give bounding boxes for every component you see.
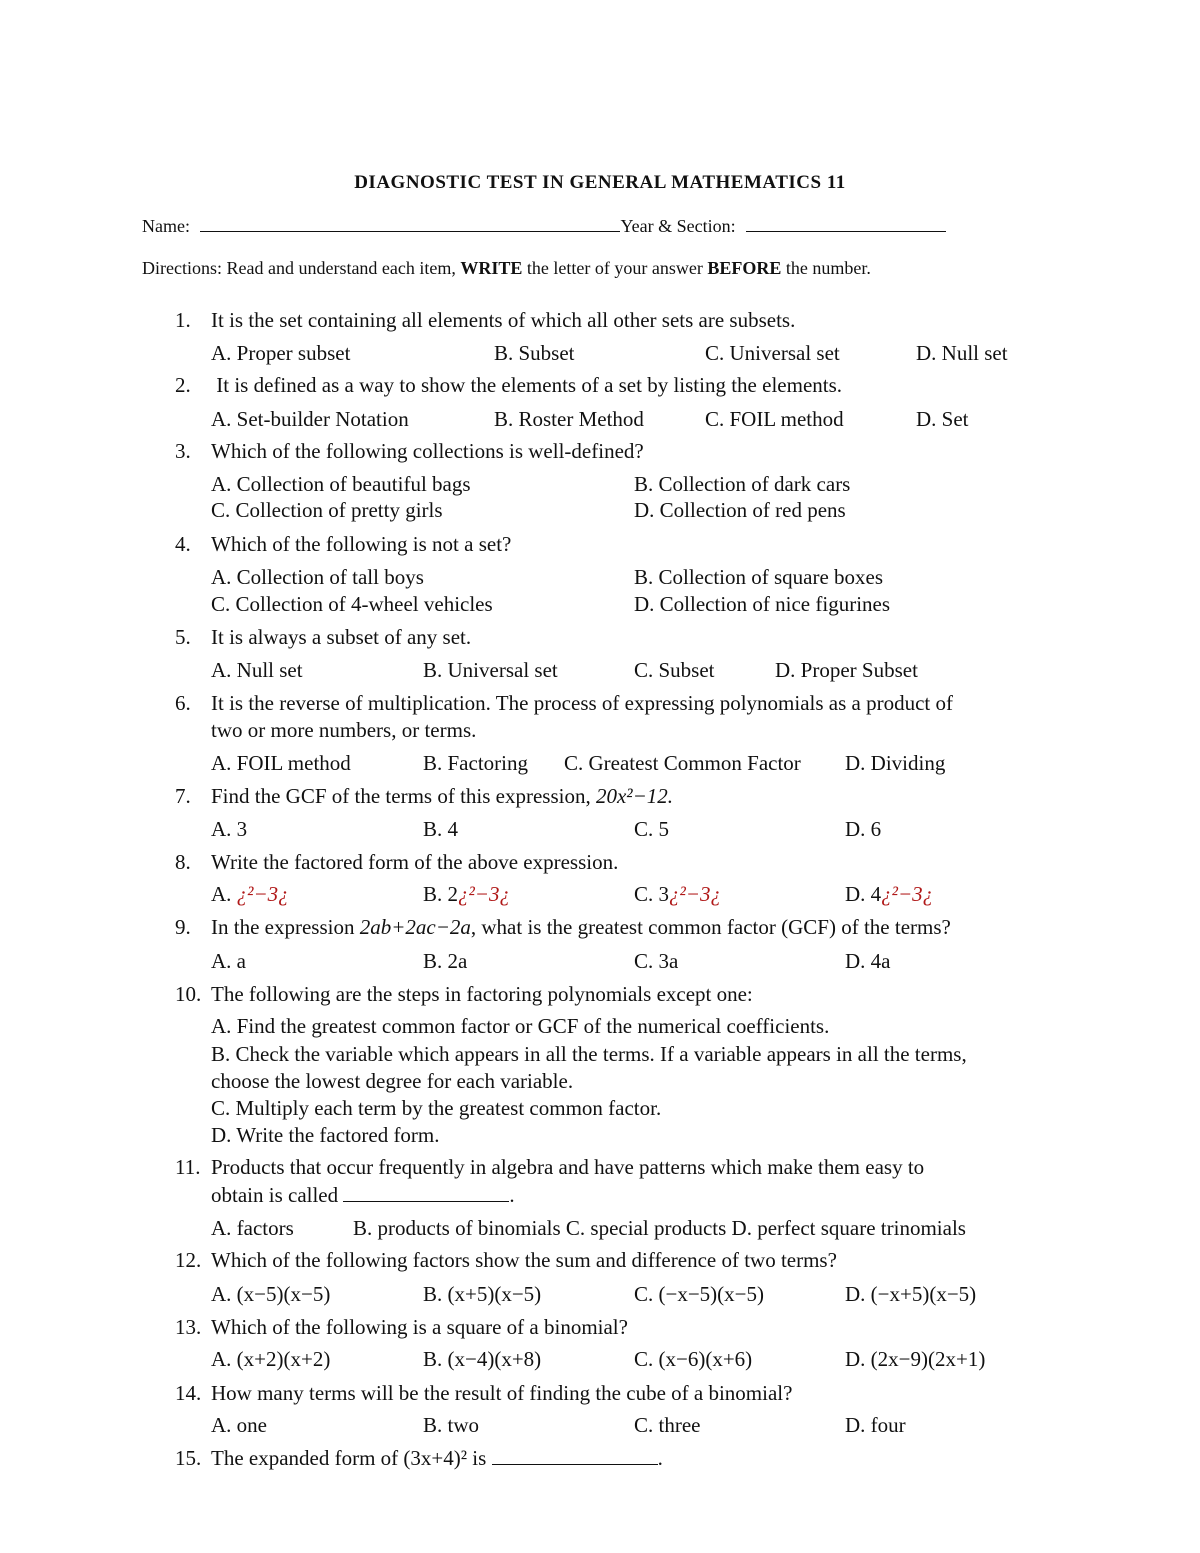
question-13 xyxy=(175,1315,628,1340)
question-number: 13. xyxy=(175,1315,202,1339)
option-a: A. FOIL method xyxy=(211,751,351,775)
option-c: C. Collection of 4-wheel vehicles xyxy=(211,592,493,616)
question-7 xyxy=(175,784,673,809)
option-b: B. Factoring xyxy=(423,751,528,775)
question-15 xyxy=(175,1446,663,1471)
option-coefficient: 4 xyxy=(870,882,882,906)
option-b: B. Subset xyxy=(494,341,575,365)
option-a: A. (x−5)(x−5) xyxy=(211,1282,331,1306)
answer-blank[interactable] xyxy=(492,1448,658,1465)
option-a: A. factors xyxy=(211,1216,294,1240)
question-3 xyxy=(175,439,644,464)
option-c: C. Subset xyxy=(634,658,715,682)
question-14 xyxy=(175,1381,792,1406)
option-a: A. Proper subset xyxy=(211,341,351,365)
question-text-continued: obtain is called . xyxy=(211,1183,515,1207)
question-number: 3. xyxy=(175,439,191,463)
option-letter: A. xyxy=(211,882,237,906)
math-expression: 2ab+2ac−2a xyxy=(359,915,471,939)
question-text: Which of the following is not a set? xyxy=(211,532,512,556)
question-4 xyxy=(175,532,511,557)
option-d: D. 6 xyxy=(845,817,882,841)
option-a xyxy=(211,882,289,907)
option-c: C. (−x−5)(x−5) xyxy=(634,1282,765,1306)
question-number: 5. xyxy=(175,625,191,649)
question-text: It is defined as a way to show the elements of a set by listing the elements. xyxy=(211,373,843,397)
name-section-line xyxy=(142,216,946,237)
page-title: DIAGNOSTIC TEST IN GENERAL MATHEMATICS 11 xyxy=(354,172,846,193)
option-b xyxy=(423,882,510,907)
option-letter: B. xyxy=(423,882,448,906)
option-d: D. 4a xyxy=(845,949,891,973)
question-number: 12. xyxy=(175,1248,202,1272)
question-text: The following are the steps in factoring polynomials except one: xyxy=(211,982,753,1006)
option-expression: ¿²−3¿ xyxy=(236,882,289,906)
question-number: 7. xyxy=(175,784,191,808)
option-c xyxy=(634,882,721,907)
option-coefficient: 3 xyxy=(658,882,670,906)
directions-before: BEFORE xyxy=(707,258,782,278)
question-2 xyxy=(175,373,842,398)
question-number: 14. xyxy=(175,1381,202,1405)
option-letter: D. xyxy=(845,882,871,906)
question-text: It is always a subset of any set. xyxy=(211,625,472,649)
question-text-2: obtain is called xyxy=(211,1183,344,1207)
question-number: 10. xyxy=(175,982,202,1006)
option-d: D. Dividing xyxy=(845,751,946,775)
question-5 xyxy=(175,625,471,650)
option-d: D. (−x+5)(x−5) xyxy=(845,1282,977,1306)
answer-blank[interactable] xyxy=(343,1185,509,1202)
option-c: C. Multiply each term by the greatest common factor. xyxy=(211,1096,662,1120)
option-c: C. Collection of pretty girls xyxy=(211,498,443,522)
question-text-continued: two or more numbers, or terms. xyxy=(211,718,477,742)
option-d: D. Proper Subset xyxy=(775,658,918,682)
option-c: C. Greatest Common Factor xyxy=(564,751,801,775)
question-11 xyxy=(175,1155,924,1180)
question-text-after: , what is the greatest common factor (GCF) of the terms? xyxy=(470,915,951,939)
question-text-end: . xyxy=(657,1446,663,1470)
name-blank[interactable] xyxy=(200,217,620,232)
option-a: A. Null set xyxy=(211,658,303,682)
question-number: 9. xyxy=(175,915,191,939)
option-b: B. (x+5)(x−5) xyxy=(423,1282,542,1306)
question-10 xyxy=(175,982,753,1007)
option-d: D. Set xyxy=(916,407,969,431)
option-b: B. (x−4)(x+8) xyxy=(423,1347,542,1371)
option-c: C. 3a xyxy=(634,949,679,973)
option-a: A. 3 xyxy=(211,817,248,841)
option-d: D. four xyxy=(845,1413,906,1437)
option-coefficient: 2 xyxy=(447,882,459,906)
option-expression: ¿²−3¿ xyxy=(881,882,934,906)
option-expression: ¿²−3¿ xyxy=(669,882,721,906)
option-b: B. Universal set xyxy=(423,658,558,682)
question-number: 11. xyxy=(175,1155,201,1179)
option-d: D. Null set xyxy=(916,341,1008,365)
section-blank[interactable] xyxy=(746,217,946,232)
option-expression: ¿²−3¿ xyxy=(458,882,510,906)
question-number: 6. xyxy=(175,691,191,715)
question-text: The expanded form of (3x+4)² is xyxy=(211,1446,492,1470)
option-a: A. (x+2)(x+2) xyxy=(211,1347,331,1371)
directions xyxy=(142,258,871,279)
option-a: A. one xyxy=(211,1413,267,1437)
question-12 xyxy=(175,1248,837,1273)
option-c: C. three xyxy=(634,1413,701,1437)
question-number: 4. xyxy=(175,532,191,556)
option-letter: C. xyxy=(634,882,659,906)
option-c: C. 5 xyxy=(634,817,670,841)
option-c: C. Universal set xyxy=(705,341,840,365)
option-a: A. Collection of tall boys xyxy=(211,565,424,589)
question-number: 2. xyxy=(175,373,191,397)
question-number: 15. xyxy=(175,1446,202,1470)
math-expression: 20x²−12. xyxy=(595,784,674,808)
question-text: Which of the following is a square of a binomial? xyxy=(211,1315,628,1339)
option-b: B. 4 xyxy=(423,817,459,841)
option-a: A. a xyxy=(211,949,246,973)
name-label: Name: xyxy=(142,216,190,236)
option-b: B. two xyxy=(423,1413,480,1437)
option-b: B. Collection of dark cars xyxy=(634,472,851,496)
question-text: Which of the following factors show the sum and difference of two terms? xyxy=(211,1248,837,1272)
directions-write: WRITE xyxy=(460,258,523,278)
option-b: B. Collection of square boxes xyxy=(634,565,884,589)
option-d xyxy=(845,882,933,907)
question-9 xyxy=(175,915,951,940)
option-d: D. (2x−9)(2x+1) xyxy=(845,1347,986,1371)
option-b-c-d: B. products of binomials C. special products D. perfect square trinomials xyxy=(353,1216,966,1240)
option-b-continued: choose the lowest degree for each variable. xyxy=(211,1069,574,1093)
question-number: 8. xyxy=(175,850,191,874)
question-number: 1. xyxy=(175,308,191,332)
question-text: Find the GCF of the terms of this expression, xyxy=(211,784,596,808)
option-c: C. (x−6)(x+6) xyxy=(634,1347,753,1371)
question-text: It is the set containing all elements of which all other sets are subsets. xyxy=(211,308,796,332)
option-d: D. Write the factored form. xyxy=(211,1123,440,1147)
section-label: Year & Section: xyxy=(620,216,736,236)
option-c: C. FOIL method xyxy=(705,407,844,431)
option-a: A. Set-builder Notation xyxy=(211,407,409,431)
option-d: D. Collection of red pens xyxy=(634,498,846,522)
question-8 xyxy=(175,850,618,875)
option-a: A. Find the greatest common factor or GCF of the numerical coefficients. xyxy=(211,1014,830,1038)
question-6 xyxy=(175,691,953,716)
question-text: In the expression xyxy=(211,915,360,939)
question-text: Products that occur frequently in algebra and have patterns which make them easy to xyxy=(211,1155,925,1179)
question-text: Write the factored form of the above expression. xyxy=(211,850,619,874)
question-text: It is the reverse of multiplication. The process of expressing polynomials as a product of xyxy=(211,691,954,715)
directions-text-3: the number. xyxy=(781,258,871,278)
question-text: Which of the following collections is well-defined? xyxy=(211,439,644,463)
question-text: How many terms will be the result of finding the cube of a binomial? xyxy=(211,1381,793,1405)
option-b: B. Check the variable which appears in all the terms. If a variable appears in all the terms, xyxy=(211,1042,967,1066)
directions-text-2: the letter of your answer xyxy=(522,258,708,278)
question-1 xyxy=(175,308,795,333)
directions-text: Directions: Read and understand each item, xyxy=(142,258,461,278)
option-a: A. Collection of beautiful bags xyxy=(211,472,471,496)
option-b: B. 2a xyxy=(423,949,468,973)
option-b: B. Roster Method xyxy=(494,407,644,431)
option-d: D. Collection of nice figurines xyxy=(634,592,891,616)
